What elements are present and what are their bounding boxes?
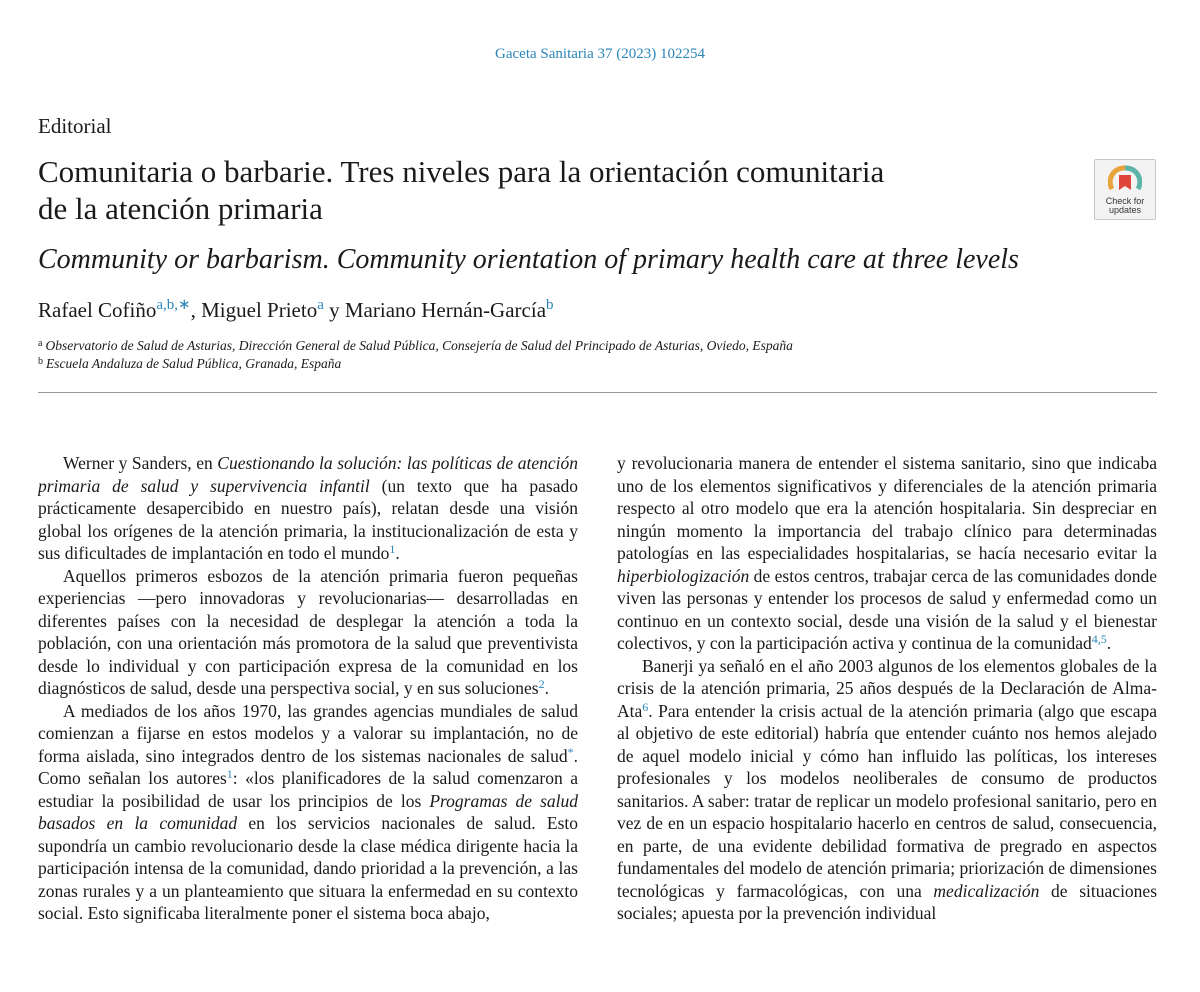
paragraph-text: de estos centros, trabajar cerca de las comunidades donde viven las personas y entender los procesos de salud y enfermedad como un continuo en un contexto social, desde una visión de la salud y el bienestar colectivos, y con la participación activa y continua de la comunidad — [617, 565, 1157, 653]
affiliation-b: $^b$ Escuela Andaluza de Salud Pública, Granada, España — [38, 356, 342, 371]
body-paragraph — [38, 452, 578, 565]
italic-text: Programas de salud basados en la comunidad — [38, 790, 578, 833]
affiliation-a: $^a$ Observatorio de Salud de Asturias, Dirección General de Salud Pública, Consejería de Salud del Principado de Asturias, Oviedo, España — [38, 338, 793, 353]
paragraph-text: . Para entender la crisis actual de la atención primaria (algo que escapa al objetivo de este editorial) habría que entender cuánto nos hemos alejado de aquel modelo inicial y cómo han influido las políticas, los intereses profesionales y los modelos neoliberales de consumo de productos sanitarios. A saber: tratar de replicar un modelo profesional sanitario, pero en vez de en un espacio hospitalario hacerlo en centros de salud, consecuencia, en parte, de una evidente debilidad formativa de pregrado en aspectos fundamentales del modelo de atención primaria; priorización de dimensiones tecnológicas y farmacológicas, con una — [617, 700, 1157, 901]
article-section-label: Editorial — [38, 114, 112, 138]
article-english-title: Community or barbarism. Community orientation of primary health care at three levels — [38, 244, 1019, 275]
check-for-updates-label: Check for updates — [1105, 196, 1145, 215]
reference-link[interactable]: 1 — [389, 542, 396, 556]
author-name[interactable]: Mariano Hernán-García — [344, 298, 547, 322]
body-paragraph — [617, 655, 1157, 925]
reference-link[interactable]: * — [567, 744, 574, 759]
paragraph-text: A mediados de los años 1970, las grandes agencias mundiales de salud comienzan a fijarse en estos modelos y a valorar su implantación, no de forma aislada, sino integrados dentro de los sistemas nacionales de salud — [38, 700, 578, 766]
reference-link[interactable]: 1 — [226, 767, 233, 781]
author-name[interactable]: Miguel Prieto — [201, 298, 318, 322]
paragraph-text: . — [544, 678, 549, 698]
author-affiliation-marker[interactable]: a,b,∗ — [156, 297, 191, 313]
paragraph-text: y revolucionaria manera de entender el sistema sanitario, sino que indicaba uno de los elementos significativos y diferenciales de la atención primaria respecto al otro modelo que era la atención hospitalaria. Sin despreciar en ningún momento la importancia del trabajo clínico para determinadas patologías en las especialidades hospitalarias, se hacía necesario evitar la — [617, 453, 1157, 563]
article-title-line-1: Comunitaria o barbarie. Tres niveles para la orientación comunitaria — [38, 154, 885, 189]
check-for-updates-badge[interactable] — [1094, 159, 1156, 220]
body-paragraph — [617, 452, 1157, 655]
body-paragraph — [38, 565, 578, 700]
paragraph-text: : «los planificadores de la salud comenzaron a estudiar la posibilidad de usar los principios de los — [38, 768, 578, 811]
paragraph-text: . — [1106, 633, 1112, 653]
paragraph-text: de situaciones sociales; apuesta por la prevención individual — [617, 880, 1157, 923]
italic-text: hiperbiologización — [617, 565, 750, 586]
reference-link[interactable]: 6 — [642, 699, 649, 714]
body-paragraph — [38, 700, 578, 925]
paragraph-text: (un texto que ha pasado prácticamente desapercibido en nuestro país), relatan desde una visión global los orígenes de la atención primaria, la institucionalización de esta y sus dificultades de implantación en todo el mundo — [38, 475, 578, 563]
author-name[interactable]: Rafael Cofiño — [38, 298, 157, 322]
reference-link[interactable]: 4,5 — [1091, 632, 1107, 646]
check-for-updates-icon — [1108, 165, 1142, 195]
author-list: Rafael Cofiño$^{a,b,∗}$, Miguel Prieto$^a$ y Mariano Hernán-García$^b$ — [38, 297, 554, 322]
body-column-right — [617, 452, 1157, 992]
author-affiliation-marker[interactable]: b — [546, 297, 554, 313]
article-title — [38, 153, 1058, 227]
paragraph-text: . Como señalan los autores — [38, 745, 578, 788]
body-column-left — [38, 452, 578, 992]
header-divider — [38, 392, 1157, 393]
italic-text: medicalización — [933, 880, 1040, 901]
paragraph-text: Banerji ya señaló en el año 2003 algunos de los elementos globales de la crisis de la atención primaria, 25 años después de la Declaración de Alma-Ata — [617, 655, 1157, 721]
paragraph-text: en los servicios nacionales de salud. Esto supondría un cambio revolucionario desde la clase médica dirigente hacia la participación intensa de la comunidad, dando prioridad a la prevención, a las zonas rurales y a un planteamiento que situara la enfermedad en su contexto social. Esto significaba literalmente poner el sistema boca abajo, — [38, 813, 578, 923]
reference-link[interactable]: 2 — [538, 677, 545, 691]
paragraph-text: . — [395, 543, 400, 563]
paragraph-text: Aquellos primeros esbozos de la atención primaria fueron pequeñas experiencias —pero innovadoras y revolucionarias— desarrolladas en diferentes países con la necesidad de desplegar la atención a toda la población, con una orientación más promotora de la salud que preventivista desde lo individual y con participación expresa de la comunidad en los diagnósticos de salud, desde una perspectiva social, y en sus soluciones — [38, 565, 578, 698]
paragraph-text: Werner y Sanders, en — [63, 453, 218, 473]
italic-text: Cuestionando la solución: las políticas de atención primaria de salud y supervivencia infantil — [38, 453, 578, 496]
journal-reference[interactable]: Gaceta Sanitaria 37 (2023) 102254 — [495, 46, 705, 62]
author-affiliation-marker[interactable]: a — [317, 297, 324, 313]
article-title-line-2: de la atención primaria — [38, 191, 323, 226]
